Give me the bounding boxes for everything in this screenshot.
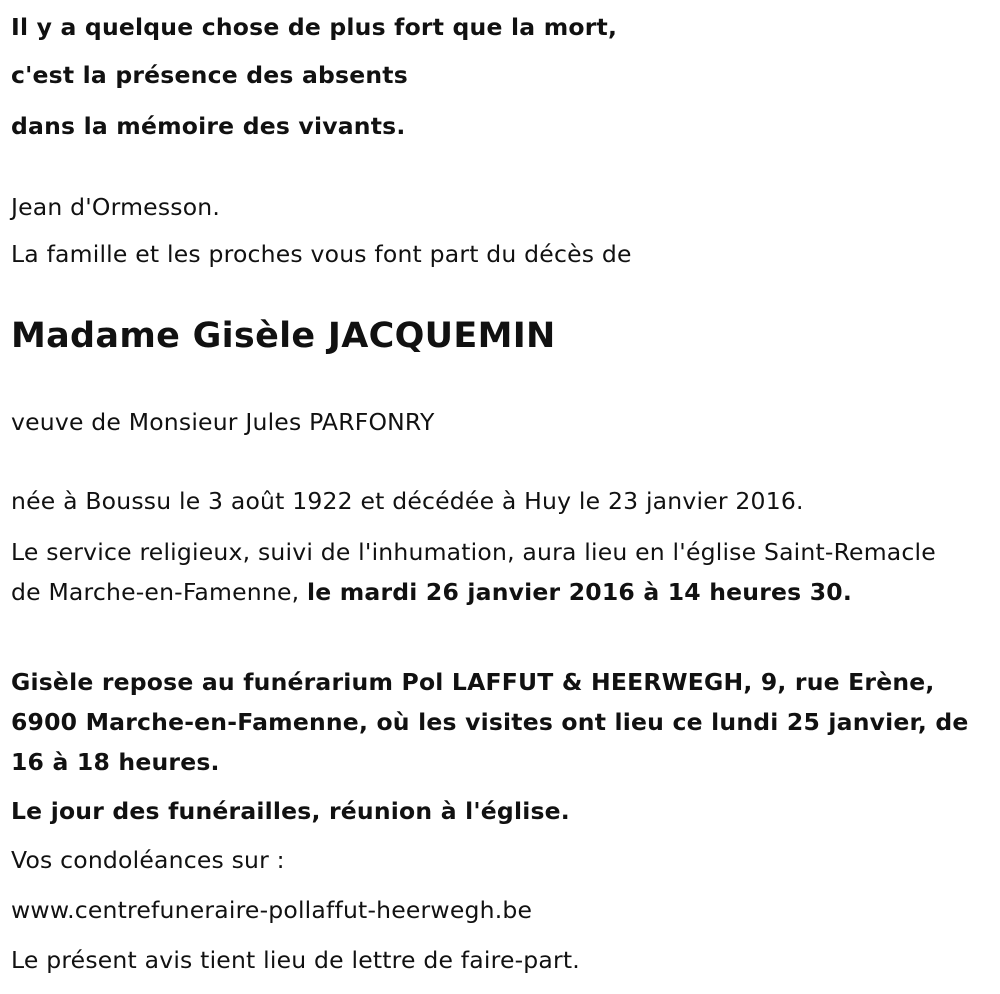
quote-line-1: Il y a quelque chose de plus fort que la mort, [11, 13, 618, 41]
birth-death-line: née à Boussu le 3 août 1922 et décédée à Huy le 23 janvier 2016. [11, 487, 804, 515]
service-intro: Le service religieux, suivi de l'inhumation, aura lieu en l'église Saint-Remacle de Marche-en-Famenne, [11, 538, 936, 606]
spouse-line: veuve de Monsieur Jules PARFONRY [11, 408, 435, 436]
announcement-text: La famille et les proches vous font part du décès de [11, 240, 632, 268]
service-datetime: le mardi 26 janvier 2016 à 14 heures 30. [306, 578, 852, 606]
funeral-day-line: Le jour des funérailles, réunion à l'église. [11, 797, 570, 825]
service-paragraph [11, 532, 971, 612]
quote-line-3: dans la mémoire des vivants. [11, 112, 406, 140]
website-link[interactable]: www.centrefuneraire-pollaffut-heerwegh.be [11, 896, 533, 924]
closing-line: Le présent avis tient lieu de lettre de faire-part. [11, 946, 580, 974]
quote-author: Jean d'Ormesson. [11, 193, 221, 221]
condolences-label: Vos condoléances sur : [11, 846, 285, 874]
quote-line-2: c'est la présence des absents [11, 61, 408, 89]
repose-paragraph: Gisèle repose au funérarium Pol LAFFUT & HEERWEGH, 9, rue Erène, 6900 Marche-en-Famenne, où les visites ont lieu ce lundi 25 janvier, de 16 à 18 heures. [11, 668, 969, 776]
deceased-name: Madame Gisèle JACQUEMIN [11, 316, 556, 356]
